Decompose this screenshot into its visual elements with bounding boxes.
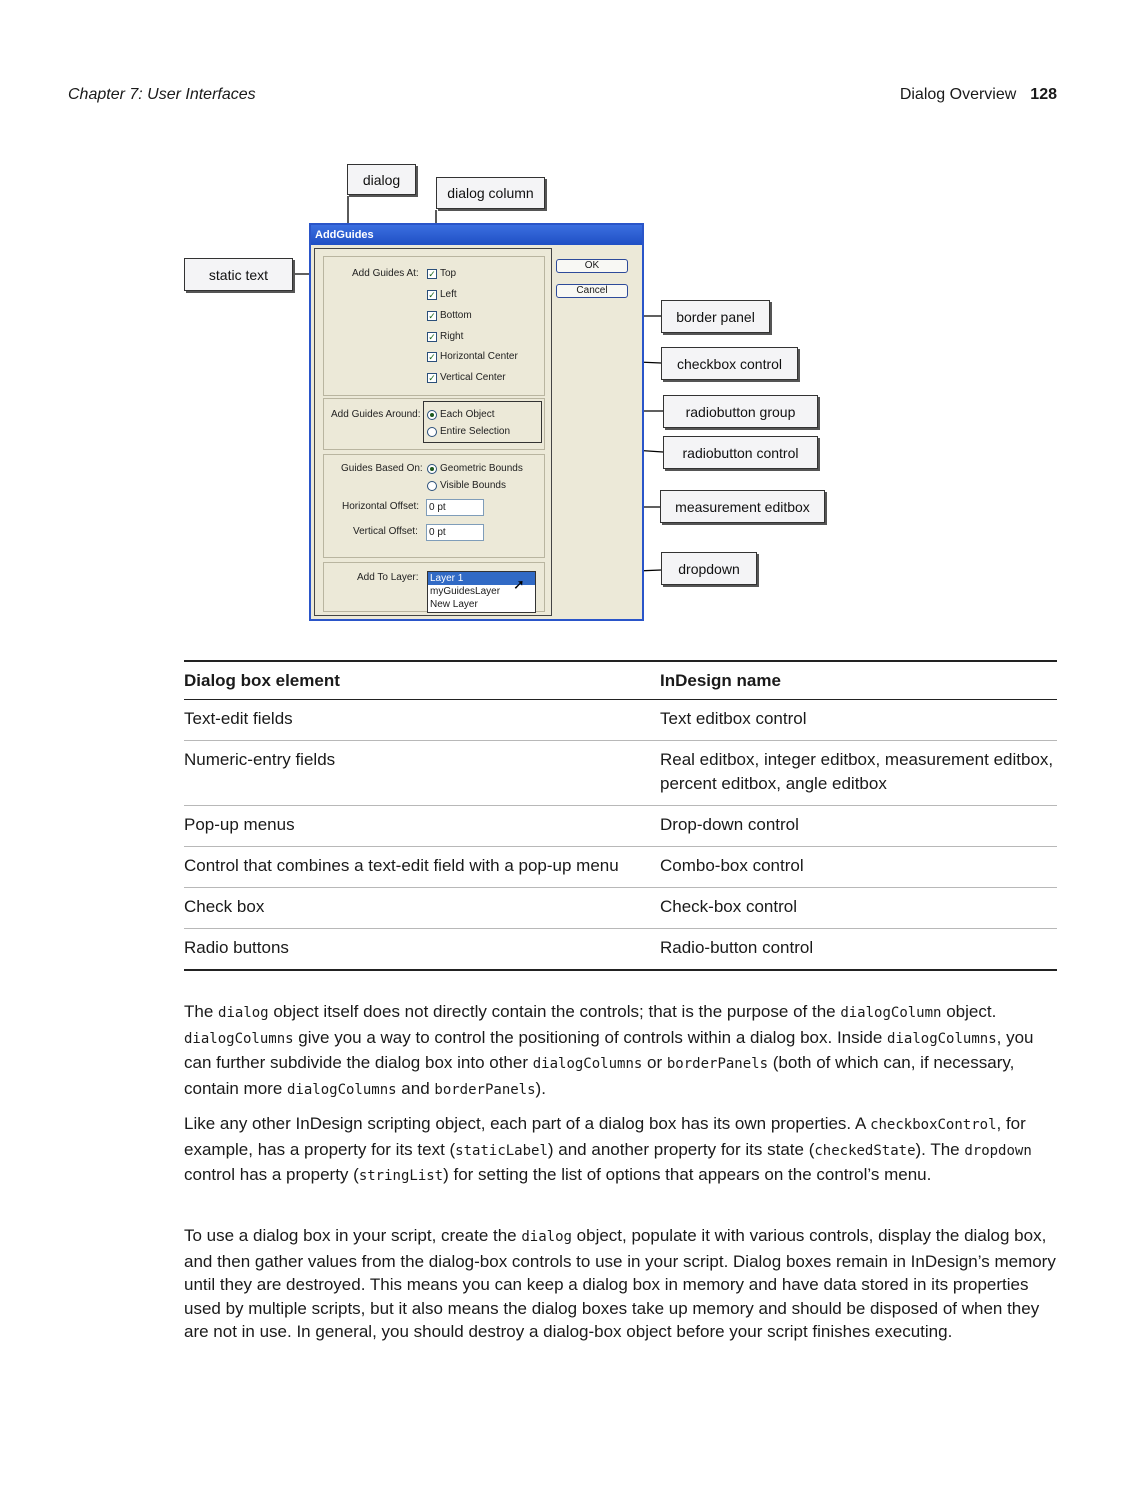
layer-option-layer-1[interactable]: Layer 1 xyxy=(428,572,535,585)
callout-radiobutton-group: radiobutton group xyxy=(663,395,818,428)
callout-checkbox-control: checkbox control xyxy=(661,347,798,380)
callout-dialog: dialog xyxy=(347,164,416,195)
table-cell-element: Control that combines a text-edit field with a pop-up menu xyxy=(184,847,660,888)
radio-each-object[interactable] xyxy=(427,410,437,420)
checkbox-bottom[interactable]: ✓ xyxy=(428,311,436,321)
checkbox-left-label: Left xyxy=(440,289,457,300)
cancel-button[interactable]: Cancel xyxy=(556,284,628,298)
radio-visible-bounds[interactable] xyxy=(427,481,437,491)
table-cell-element: Pop-up menus xyxy=(184,806,660,847)
table-cell-indesign-name: Drop-down control xyxy=(660,806,1057,847)
callout-dialog-column: dialog column xyxy=(436,177,545,209)
checkbox-bottom-label: Bottom xyxy=(440,310,472,321)
radio-visible-bounds-label: Visible Bounds xyxy=(440,480,506,491)
paragraph-dialog-structure: The dialog object itself does not directly contain the controls; that is the purpose of the dialogColumn object. dialogColumns give you a way to control the positioning of controls within a dialog box. Inside dialogColumns, you can further subdivide the dialog box into other dialogColumns or borderPanels (both of which can, if necessary, contain more dialogColumns and borderPanels). xyxy=(184,1002,1034,1098)
table-header-row xyxy=(184,661,1057,700)
vertical-offset-field[interactable]: 0 pt xyxy=(426,524,484,541)
checkbox-left[interactable]: ✓ xyxy=(428,290,436,300)
add-guides-around-label: Add Guides Around: xyxy=(331,409,421,420)
table-cell-indesign-name: Radio-button control xyxy=(660,929,1057,971)
table-cell-element: Numeric-entry fields xyxy=(184,741,660,806)
add-to-layer-label: Add To Layer: xyxy=(357,572,419,583)
checkbox-top-label: Top xyxy=(440,268,457,279)
horizontal-offset-field[interactable]: 0 pt xyxy=(426,499,484,516)
paragraph-dialog-properties: Like any other InDesign scripting object, each part of a dialog box has its own properties. A checkboxControl, for example, has a property for its text (staticLabel) and another property for its state (checkedState). The dropdown control has a property (stringList) for setting the list of options that appears on the control’s menu. xyxy=(184,1114,1032,1185)
dialog-title-bar: AddGuides xyxy=(311,225,642,245)
chapter-title: Chapter 7: User Interfaces xyxy=(68,86,256,103)
section-title: Dialog Overview xyxy=(899,86,1017,103)
column-header-indesign-name: InDesign name xyxy=(660,661,1057,700)
column-header-element: Dialog box element xyxy=(184,661,660,700)
table-row xyxy=(184,700,1057,741)
callout-static-text: static text xyxy=(184,258,293,291)
paragraph-dialog-lifecycle: To use a dialog box in your script, create the dialog object, populate it with various controls, display the dialog box, and then gather values from the dialog-box controls to use in your script. Dialog boxes remain in InDesign’s memory until they are destroyed. This means you can keep a dialog box in memory and have data stored in its properties used by multiple scripts, but it also means the dialog boxes take up memory and should be disposed of when they are not in use. In general, you should destroy a dialog-box object before your script finishes executing. xyxy=(184,1226,1056,1342)
callout-border-panel: border panel xyxy=(661,300,770,333)
checkbox-horizontal-center-label: Horizontal Center xyxy=(440,351,518,362)
horizontal-offset-label: Horizontal Offset: xyxy=(342,501,420,512)
table-cell-element: Radio buttons xyxy=(184,929,660,971)
radio-entire-selection[interactable] xyxy=(427,427,437,437)
radio-entire-selection-label: Entire Selection xyxy=(440,426,511,437)
table-cell-indesign-name: Combo-box control xyxy=(660,847,1057,888)
table-row xyxy=(184,741,1057,806)
table-cell-indesign-name: Check-box control xyxy=(660,888,1057,929)
layer-option-new-layer[interactable]: New Layer xyxy=(430,599,478,610)
vertical-offset-label: Vertical Offset: xyxy=(353,526,418,537)
table-cell-element: Check box xyxy=(184,888,660,929)
ok-button[interactable]: OK xyxy=(556,259,628,273)
callout-radiobutton-control: radiobutton control xyxy=(663,436,818,469)
checkbox-right-label: Right xyxy=(440,331,464,342)
table-row xyxy=(184,847,1057,888)
table-row xyxy=(184,929,1057,971)
table-cell-indesign-name: Real editbox, integer editbox, measurement editbox, percent editbox, angle editbox xyxy=(660,741,1057,806)
checkbox-top[interactable]: ✓ xyxy=(428,269,436,279)
table-row xyxy=(184,806,1057,847)
checkbox-right[interactable]: ✓ xyxy=(428,332,436,342)
radio-geometric-bounds-label: Geometric Bounds xyxy=(440,463,523,474)
table-cell-element: Text-edit fields xyxy=(184,700,660,741)
dialog-anatomy-figure xyxy=(0,0,1125,640)
callout-dropdown: dropdown xyxy=(661,552,757,585)
radio-each-object-label: Each Object xyxy=(440,409,495,420)
callout-measurement-editbox: measurement editbox xyxy=(660,490,825,523)
dialog-elements-table xyxy=(184,660,1057,971)
page-number: 128 xyxy=(1030,86,1057,103)
add-guides-at-label: Add Guides At: xyxy=(352,268,419,279)
checkbox-vertical-center-label: Vertical Center xyxy=(440,372,506,383)
checkbox-horizontal-center[interactable]: ✓ xyxy=(428,352,436,362)
guides-based-on-label: Guides Based On: xyxy=(341,463,423,474)
mouse-pointer-icon: ➚ xyxy=(513,576,525,592)
layer-option-myguideslayer[interactable]: myGuidesLayer xyxy=(430,586,501,597)
table-row xyxy=(184,888,1057,929)
table-cell-indesign-name: Text editbox control xyxy=(660,700,1057,741)
radio-geometric-bounds[interactable] xyxy=(427,464,437,474)
checkbox-vertical-center[interactable]: ✓ xyxy=(428,373,436,383)
